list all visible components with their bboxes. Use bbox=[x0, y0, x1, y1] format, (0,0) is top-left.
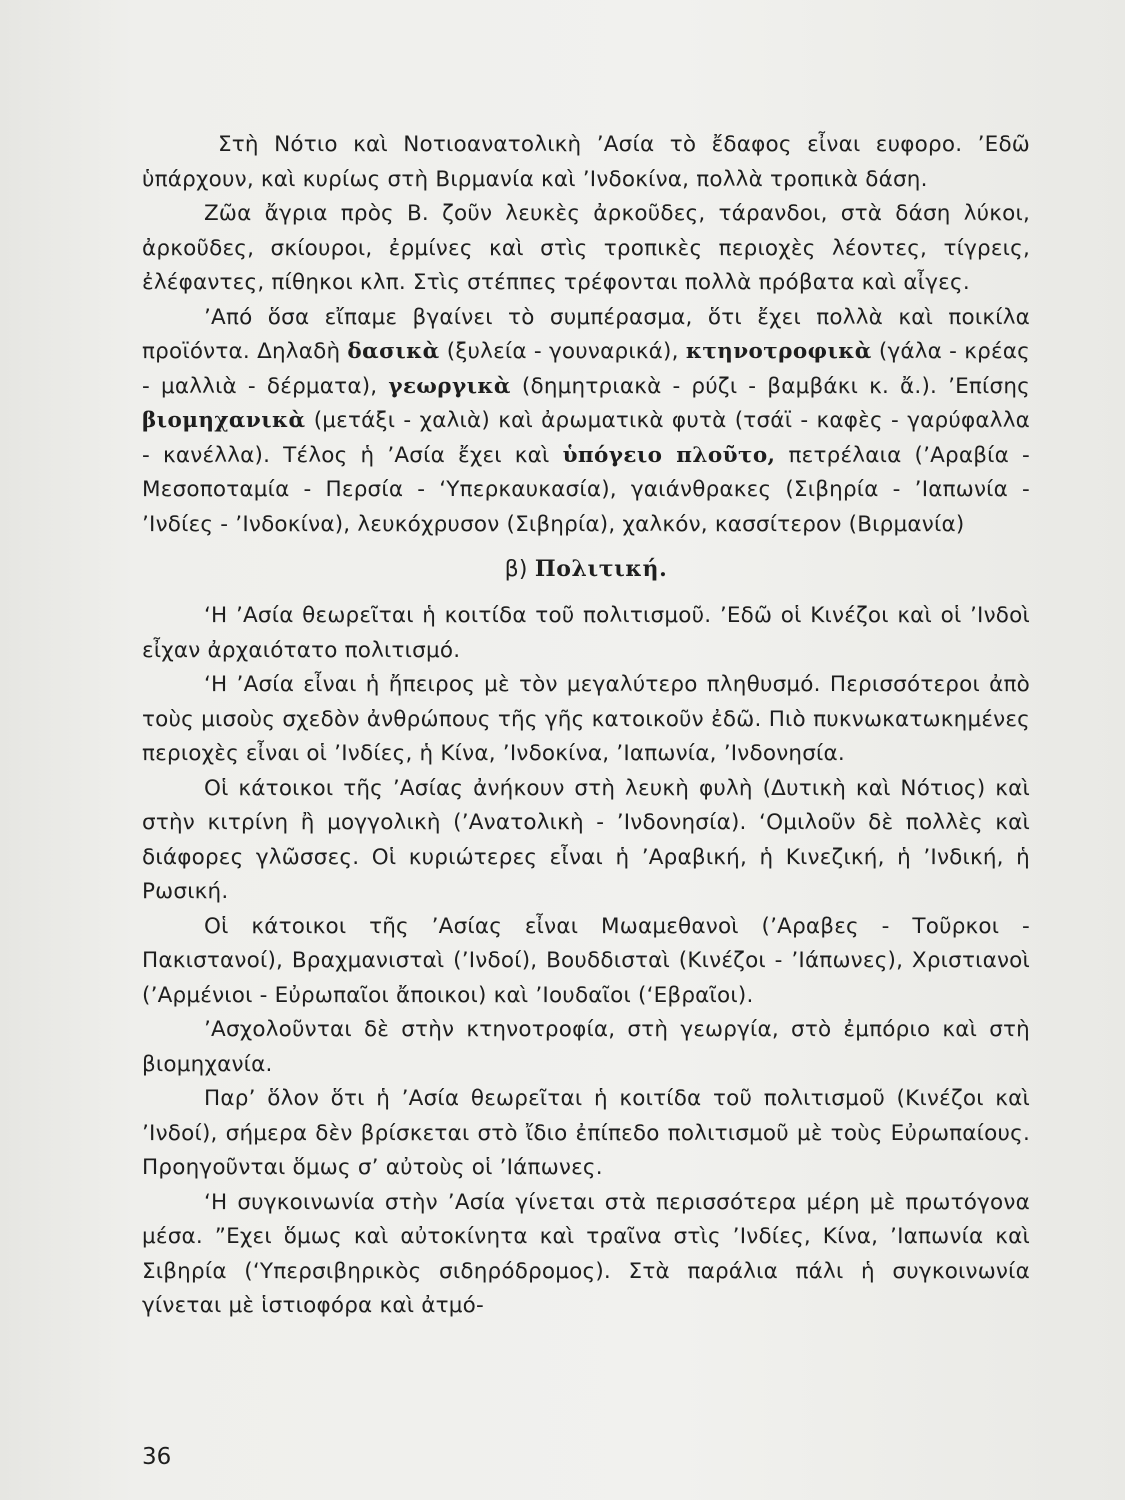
paragraph-civilization: ‘Η ’Ασία θεωρεῖται ἡ κοιτίδα τοῦ πολιτισμοῦ. ’Εδῶ οἱ Κινέζοι καὶ οἱ ’Ινδοὶ εἶχαν ἀρχαιότατο πολιτισμό. bbox=[142, 603, 1030, 663]
paragraph-religions: Οἱ κάτοικοι τῆς ’Ασίας εἶναι Μωαμεθανοὶ (’Αραβες - Τοῦρκοι - Πακιστανοί), Βραχμανισταὶ (’Ινδοί), Βουδδισταὶ (Κινέζοι - ’Ιάπωνες), Χριστιανοὶ (’Αρμένιοι - Εὐρωπαῖοι ἄποικοι) καὶ ’Ιουδαῖοι (‘Εβραῖοι). bbox=[142, 913, 1030, 1008]
products-livestock-term: κτηνοτροφικὰ bbox=[685, 339, 872, 364]
section-number: β) bbox=[504, 557, 528, 582]
products-text-2: (ξυλεία - γουναρικά), bbox=[446, 339, 679, 364]
products-forest-term: δασικὰ bbox=[347, 339, 440, 364]
paragraph-soil: Στὴ Νότιο καὶ Νοτιοανατολικὴ ’Ασία τὸ ἔδαφος εἶναι ευφορο. ’Εδῶ ὑπάρχουν, καὶ κυρίως στὴ Βιρμανία καὶ ’Ινδοκίνα, πολλὰ τροπικὰ δάση. bbox=[142, 132, 1030, 192]
section-heading bbox=[142, 552, 1030, 587]
products-industrial-term: βιομηχανικὰ bbox=[142, 408, 306, 433]
paragraph-occupations: ’Ασχολοῦνται δὲ στὴν κτηνοτροφία, στὴ γεωργία, στὸ ἐμπόριο καὶ στὴ βιομηχανία. bbox=[142, 1017, 1030, 1077]
products-text-4: (δημητριακὰ - ρύζι - βαμβάκι κ. ἄ.). ’Επίσης bbox=[521, 373, 1030, 399]
paragraph-animals: Ζῶα ἄγρια πρὸς Β. ζοῦν λευκὲς ἀρκοῦδες, τάρανδοι, στὰ δάση λύκοι, ἀρκοῦδες, σκίουροι, ἐρμίνες καὶ στὶς τροπικὲς περιοχὲς λέοντες, τίγρεις, ἐλέφαντες, πίθηκοι κλπ. Στὶς στέππες τρέφονται πολλὰ πρόβατα καὶ αἶγες. bbox=[142, 201, 1030, 295]
paragraph-products bbox=[142, 301, 1030, 543]
page-number: 36 bbox=[142, 1444, 172, 1470]
body-text bbox=[142, 128, 1030, 1324]
products-text-6: πετρέλαια (’Αραβία - Μεσοποταμία - Περσία - ‘Υπερκαυκασία), γαιάνθρακες (Σιβηρία - ’Ιαπωνία - ’Ινδίες - ’Ινδοκίνα), λευκόχρυσον (Σιβηρία), χαλκόν, κασσίτερον (Βιρμανία) bbox=[142, 442, 1031, 537]
paragraph-races-languages: Οἱ κάτοικοι τῆς ’Ασίας ἀνήκουν στὴ λευκὴ φυλὴ (Δυτικὴ καὶ Νότιος) καὶ στὴν κιτρίνη ἢ μογγολικὴ (’Ανατολικὴ - ’Ινδονησία). ‘Ομιλοῦν δὲ πολλὲς καὶ διάφορες γλῶσσες. Οἱ κυριώτερες εἶναι ἡ ’Αραβική, ἡ Κινεζική, ἡ ’Ινδική, ἡ Ρωσική. bbox=[142, 775, 1030, 904]
paragraph-population: ‘Η ’Ασία εἶναι ἡ ἤπειρος μὲ τὸν μεγαλύτερο πληθυσμό. Περισσότεροι ἀπὸ τοὺς μισοὺς σχεδὸν ἀνθρώπους τῆς γῆς κατοικοῦν ἐδῶ. Πιὸ πυκνωκατωκημένες περιοχὲς εἶναι οἱ ’Ινδίες, ἡ Κίνα, ’Ινδοκίνα, ’Ιαπωνία, ’Ινδονησία. bbox=[142, 672, 1030, 766]
products-agricultural-term: γεωργικὰ bbox=[388, 373, 511, 399]
products-text-5: (μετάξι - χαλιὰ) καὶ ἀρωματικὰ φυτὰ (τσάϊ - καφὲς - γαρύφαλλα - κανέλλα). Τέλος ἡ ’Ασία ἔχει καὶ bbox=[142, 408, 1030, 468]
paragraph-transport: ‘Η συγκοινωνία στὴν ’Ασία γίνεται στὰ περισσότερα μέρη μὲ πρωτόγονα μέσα. ”Εχει ὅμως καὶ αὐτοκίνητα καὶ τραῖνα στὶς ’Ινδίες, Κίνα, ’Ιαπωνία καὶ Σιβηρία (‘Υπερσιβηρικὸς σιδηρόδρομος). Στὰ παράλια πάλι ἡ συγκοινωνία γίνεται μὲ ἱστιοφόρα καὶ ἀτμό- bbox=[142, 1189, 1030, 1318]
products-text-3: (γάλα - κρέας - μαλλιὰ - δέρματα), bbox=[142, 339, 1030, 399]
section-title: Πολιτική. bbox=[534, 556, 668, 582]
products-underground-term: ὑπόγειο πλοῦτο, bbox=[562, 442, 776, 468]
paragraph-development: Παρ’ ὅλον ὅτι ἡ ’Ασία θεωρεῖται ἡ κοιτίδα τοῦ πολιτισμοῦ (Κινέζοι καὶ ’Ινδοί), σήμερα δὲν βρίσκεται στὸ ἴδιο ἐπίπεδο πολιτισμοῦ μὲ τοὺς Εὐρωπαίους. Προηγοῦνται ὅμως σ’ αὐτοὺς οἱ ’Ιάπωνες. bbox=[142, 1086, 1030, 1180]
products-text-1: ’Από ὅσα εἴπαμε βγαίνει τὸ συμπέρασμα, ὅτι ἔχει πολλὰ καὶ ποικίλα προϊόντα. Δηλαδὴ bbox=[142, 304, 1030, 364]
